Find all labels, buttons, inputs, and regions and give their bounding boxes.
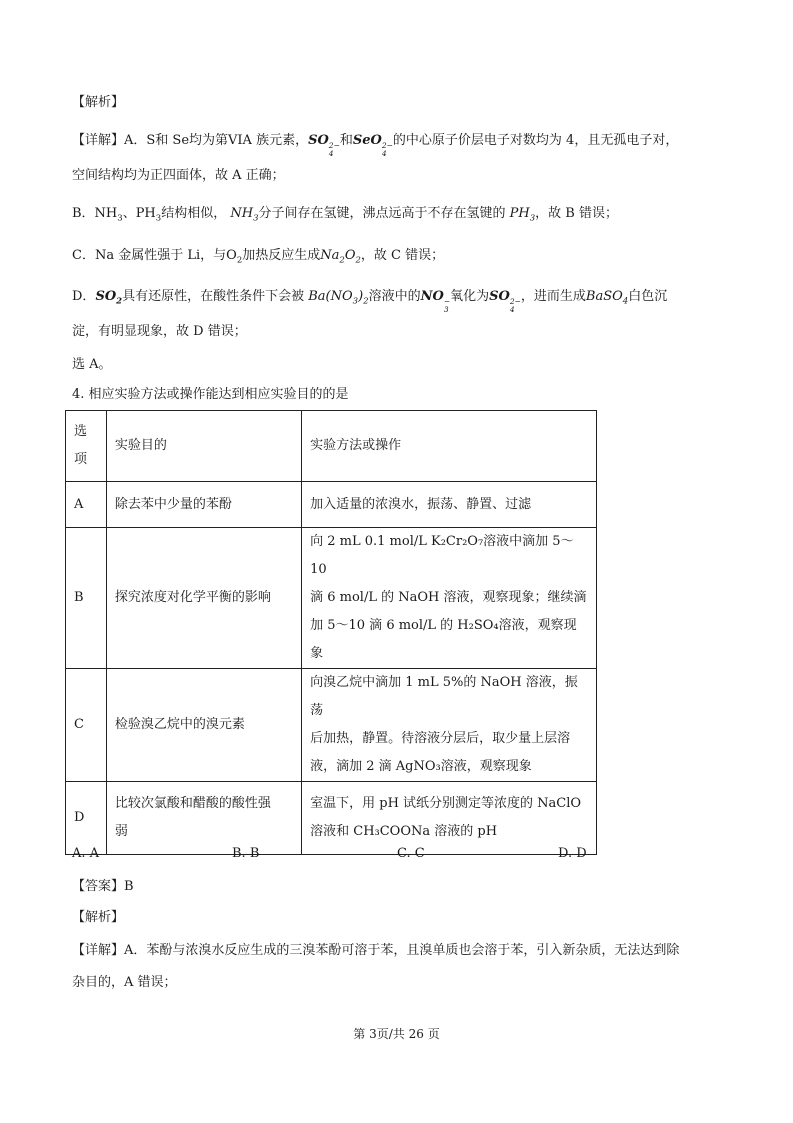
row-c-method-line2: 后加热，静置。待溶液分层后，取少量上层溶 [310, 731, 571, 746]
explanation-d-lead: D． [72, 289, 96, 304]
formula-ph3: $PH_3$ [509, 206, 536, 224]
option-b: B. B [232, 846, 260, 861]
analysis-heading-2: 【解析】 [72, 910, 125, 925]
answer-options [72, 846, 632, 866]
explanation-b-tail: ，故 B 错误； [535, 206, 618, 221]
row-c-method-line1: 向溴乙烷中滴加 1 mL 5%的 NaOH 溶液，振荡 [310, 675, 578, 718]
header-purpose: 实验目的 [106, 411, 301, 482]
formula-nh3: $NH_3$ [230, 206, 259, 224]
row-b-method [302, 528, 597, 669]
row-c-method-line3: 液，滴加 2 滴 AgNO₃溶液，观察现象 [310, 759, 532, 774]
explanation-d-mid2: 溶液中的 [368, 289, 421, 304]
analysis-heading-1: 【解析】 [72, 95, 125, 110]
header-option: 选 项 [66, 411, 107, 482]
option-a: A. A [72, 846, 100, 861]
explanation-d-line1 [72, 287, 667, 314]
row-d-method [302, 782, 597, 855]
question-4: 4. 相应实验方法或操作能达到相应实验目的的是 [72, 387, 349, 402]
explanation-c-mid: 加热反应生成 [242, 248, 321, 263]
choice-line: 选 A。 [72, 357, 112, 372]
explanation-q4-a-line2: 杂目的，A 错误； [72, 975, 177, 990]
explanation-d-line2: 淀，有明显现象，故 D 错误； [72, 324, 247, 339]
row-d-purpose-line1: 比较次氯酸和醋酸的酸性强 [114, 796, 271, 811]
row-c-key: C [66, 669, 107, 782]
answer-line: 【答案】B [72, 879, 134, 894]
row-b-purpose: 探究浓度对化学平衡的影响 [106, 528, 301, 669]
table-row-a [66, 482, 597, 528]
header-method: 实验方法或操作 [302, 411, 597, 482]
row-b-method-line3: 加 5～10 滴 6 mol/L 的 H₂SO₄溶液，观察现象 [310, 618, 577, 661]
explanation-d-mid1: 具有还原性，在酸性条件下会被 [122, 289, 305, 304]
page-footer: 第 3页/共 26 页 [353, 1027, 440, 1041]
explanation-b-mid2: 结构相似， [161, 206, 227, 221]
table-row-d [66, 782, 597, 855]
sulfate-ion-d: SO 2− 4 [489, 289, 521, 314]
row-a-purpose: 除去苯中少量的苯酚 [106, 482, 301, 528]
explanation-c-tail: ，故 C 错误； [360, 248, 445, 263]
explanation-b [72, 204, 618, 224]
option-c: C. C [397, 846, 425, 861]
sulfate-ion: SO 2− 4 [308, 133, 340, 158]
row-d-method-line1: 室温下，用 pH 试纸分别测定等浓度的 NaClO [310, 796, 582, 811]
formula-ba-no3-2: $Ba(NO_3)_2$ [308, 289, 369, 307]
selenate-ion: SeO 2− 4 [352, 133, 393, 158]
explanation-a-tail: 的中心原子价层电子对数均为 4，且无孤电子对， [392, 133, 679, 148]
row-d-purpose-line2: 弱 [114, 824, 128, 839]
explanation-a-lead: 【详解】A．S和 Se均为第VIA 族元素， [72, 133, 309, 148]
sub-3: 3 [117, 213, 123, 224]
explanation-q4-a-line1: 【详解】A．苯酚与浓溴水反应生成的三溴苯酚可溶于苯，且溴单质也会溶于苯，引入新杂质，无法达到除 [72, 943, 680, 958]
explanation-b-mid3: 分子间存在氢键，沸点远高于不存在氢键的 [258, 206, 506, 221]
formula-so2: $SO_2$ [95, 289, 123, 307]
table-row-b [66, 528, 597, 669]
row-d-purpose [106, 782, 301, 855]
row-b-method-line1: 向 2 mL 0.1 mol/L K₂Cr₂O₇溶液中滴加 5～10 [310, 534, 574, 577]
nitrate-ion: NO − 3 [420, 289, 451, 314]
explanation-d-mid3: 氧化为 [450, 289, 490, 304]
formula-baso4: BaSO$_4$ [585, 289, 629, 307]
table-row-c [66, 669, 597, 782]
table-header-row [66, 411, 597, 482]
explanation-a-line1 [72, 131, 678, 158]
explanation-d-mid4: ，进而生成 [520, 289, 586, 304]
row-c-method [302, 669, 597, 782]
row-d-method-line2: 溶液和 CH₃COONa 溶液的 pH [310, 824, 498, 839]
explanation-c [72, 246, 444, 266]
explanation-b-lead: B．NH [72, 206, 118, 221]
formula-na2o2: $Na_2O_2$ [320, 248, 361, 266]
option-d: D. D [558, 846, 587, 861]
explanation-b-mid1: 、PH [122, 206, 156, 221]
explanation-c-lead: C．Na 金属性强于 Li，与 [72, 248, 227, 263]
formula-o2: $O_2$ [226, 248, 243, 266]
row-b-method-line2: 滴 6 mol/L 的 NaOH 溶液，观察现象；继续滴 [310, 590, 587, 605]
row-d-key: D [66, 782, 107, 855]
experiment-table [65, 410, 597, 855]
row-b-key: B [66, 528, 107, 669]
row-a-key: A [66, 482, 107, 528]
explanation-a-line2: 空间结构均为正四面体，故 A 正确； [72, 168, 285, 183]
row-a-method: 加入适量的浓溴水，振荡、静置、过滤 [302, 482, 597, 528]
and-text: 和 [339, 133, 353, 148]
row-c-purpose: 检验溴乙烷中的溴元素 [106, 669, 301, 782]
explanation-d-tail: 白色沉 [628, 289, 668, 304]
sub-3b: 3 [155, 213, 162, 224]
